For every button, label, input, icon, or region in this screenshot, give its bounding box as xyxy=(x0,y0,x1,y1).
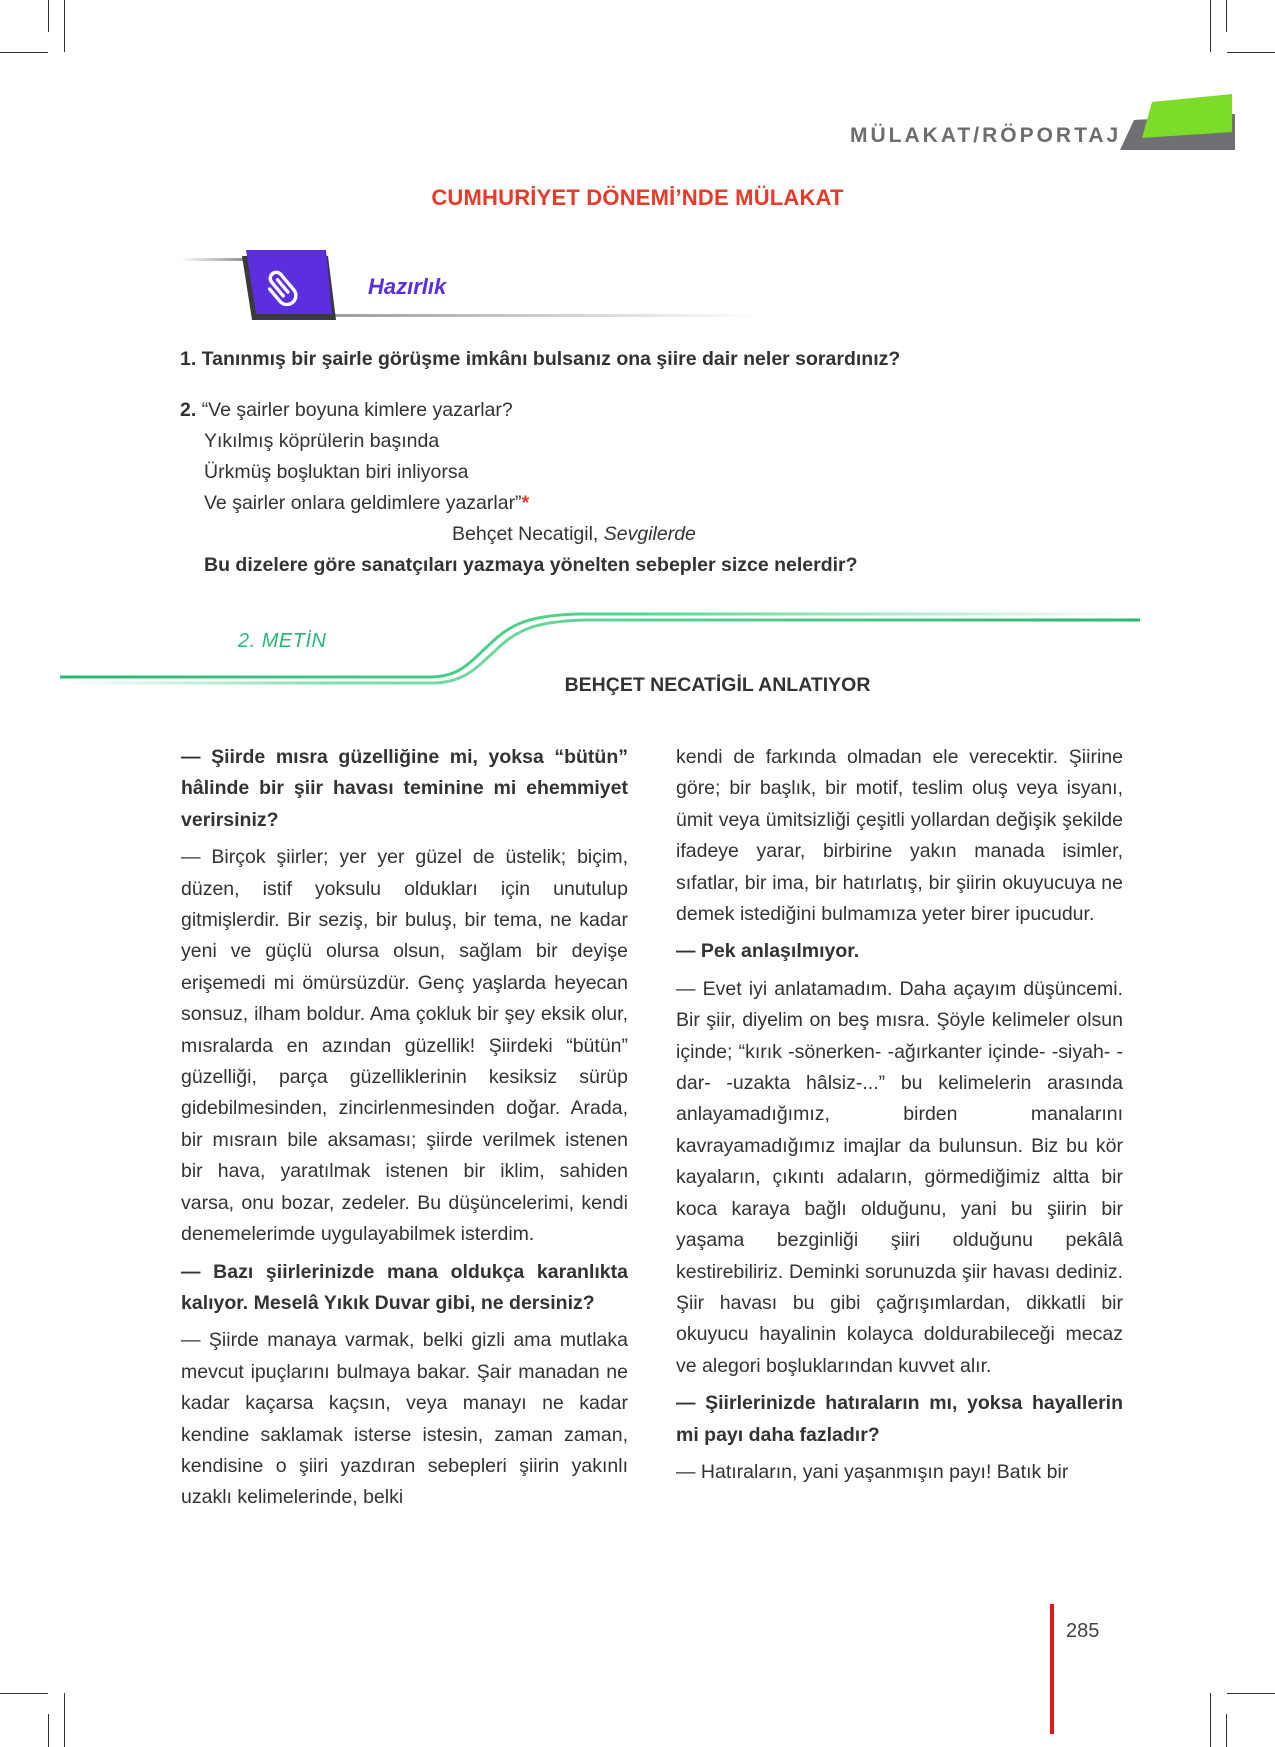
right-column xyxy=(676,742,1123,1494)
question-2 xyxy=(180,395,858,581)
question-1: 1. Tanınmış bir şairle görüşme imkânı bulsanız ona şiire dair neler sorardınız? xyxy=(180,348,901,370)
attribution-work: Sevgilerde xyxy=(603,523,696,545)
page-title: CUMHURİYET DÖNEMİ’NDE MÜLAKAT xyxy=(431,185,844,210)
section-tag: MÜLAKAT/RÖPORTAJ xyxy=(850,124,1122,147)
attribution-author: Behçet Necatigil, xyxy=(452,523,604,545)
interview-answer: — Birçok şiirler; yer yer güzel de üstelik; biçim, düzen, istif yoksulu oldukları için unutulup gitmişlerdir. Bir seziş, bir buluş, bir tema, ne kadar yeni ve güçlü olursa olsun, sağlam bir deyişe erişemedi mi ömürsüzdür. Genç yaşlarda heyecan sonsuz, ilham boldur. Ama çokluk bir şey eksik olur, mısralarda en azından güzellik! Şiirdeki “bütün” güzelliği, parça güzelliklerinin kesiksiz sürüp gidebilmesinden, zincirlenmesinden doğar. Arada, bir mısraın bile aksaması; şiirde verilmek istenen bir hava, yaratılmak istenen bir iklim, sahiden varsa, onu bozar, zedeler. Bu düşüncelerimi, kendi denemelerimde uygulayabilmek isterdim. xyxy=(181,846,628,1246)
text-title: BEHÇET NECATİGİL ANLATIYOR xyxy=(564,674,871,696)
question-2-number: 2. xyxy=(180,399,197,421)
poem-line: Ürkmüş boşluktan biri inliyorsa xyxy=(204,461,469,483)
poem-attribution xyxy=(180,519,858,550)
page-number-bar xyxy=(1050,1604,1054,1734)
hazirlik-label: Hazırlık xyxy=(368,274,447,299)
interview-question: — Şiirlerinizde hatıraların mı, yoksa hayallerin mi payı daha fazladır? xyxy=(676,1392,1123,1446)
page-number: 285 xyxy=(1066,1620,1100,1642)
footnote-star: * xyxy=(521,492,530,514)
section-tab-icon xyxy=(1120,94,1235,150)
poem-line: Ve şairler onlara geldimlere yazarlar” xyxy=(204,492,522,514)
interview-answer: kendi de farkında olmadan ele verecektir. Şiirine göre; bir başlık, bir motif, teslim oluş veya isyanı, ümit veya ümitsizliği çeşitli yollardan değişik şekilde ifadeye yarar, birbirine yakın manada isimler, sıfatlar, bir ima, bir hatırlatış, bir şiirin okuyucuya ne demek istediğini bulmamıza yeter birer ipucudur. xyxy=(676,746,1123,926)
interview-question: — Bazı şiirlerinizde mana oldukça karanlıkta kalıyor. Meselâ Yıkık Duvar gibi, ne dersiniz? xyxy=(181,1260,628,1314)
interview-question: — Pek anlaşılmıyor. xyxy=(676,940,860,963)
metin-label: 2. METİN xyxy=(238,630,327,652)
poem-line: “Ve şairler boyuna kimlere yazarlar? xyxy=(201,399,513,421)
interview-answer: — Evet iyi anlatamadım. Daha açayım düşüncemi. Bir şiir, diyelim on beş mısra. Şöyle kelimeler olsun içinde; “kırık -sönerken- -ağırkanter içinde- -siyah- -dar- -uzakta hâlsiz-...” bu kelimelerin arasında anlayamadığımız, birden manalarını kavrayamadığımız imajlar da bulunsun. Biz bu kör kayaların, çıkıntı adaların, görmediğimiz altta bir koca karaya bağlı olduğunu, yani bu şiirin bir yaşama bezginliği şiiri olduğunu pekâlâ kestirebiliriz. Deminki sorunuzda şiir havası dediniz. Şiir havası bu gibi çağrışımlardan, dikkatli bir okuyucu hayalinin kolayca doldurabileceği mecaz ve alegori boşluklarından kuvvet alır. xyxy=(676,977,1123,1377)
poem-line: Yıkılmış köprülerin başında xyxy=(204,430,440,452)
interview-answer: — Şiirde manaya varmak, belki gizli ama mutlaka mevcut ipuçlarını bulmaya bakar. Şair manadan ne kadar kaçarsa kaçsın, veya manayı ne kadar kendine saklamak isterse istesin, zaman zaman, kendisine o şiiri yazdıran sebepleri şiirin yakınlı uzaklı kelimelerinde, belki xyxy=(181,1329,628,1509)
interview-question: — Şiirde mısra güzelliğine mi, yoksa “bütün” hâlinde bir şiir havası teminine mi ehemmiyet verirsiniz? xyxy=(181,746,628,831)
left-column xyxy=(181,742,628,1520)
interview-answer: — Hatıraların, yani yaşanmışın payı! Batık bir xyxy=(676,1460,1069,1483)
question-2-text: Bu dizelere göre sanatçıları yazmaya yönelten sebepler sizce nelerdir? xyxy=(204,554,858,576)
paperclip-icon xyxy=(262,262,308,306)
